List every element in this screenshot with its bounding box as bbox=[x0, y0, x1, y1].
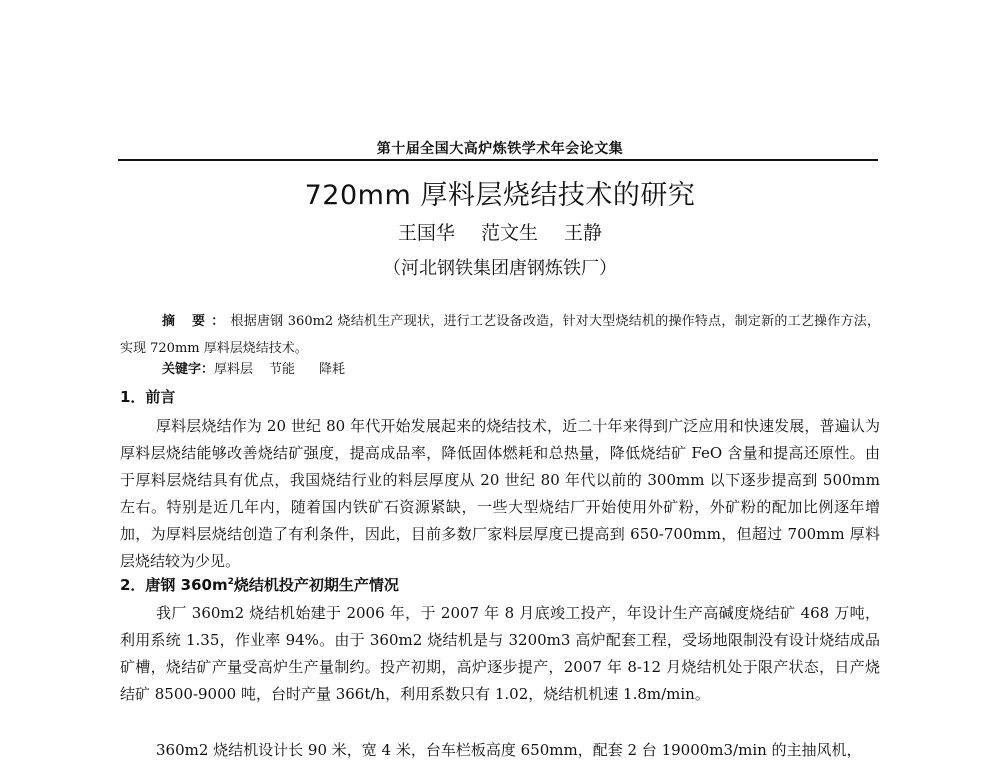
section-heading-2-pre: 2．唐钢 360m bbox=[120, 576, 228, 594]
section-heading-2-sup: 2 bbox=[227, 577, 234, 587]
keywords-label: 关键字： bbox=[162, 362, 215, 377]
section-heading-1: 1．前言 bbox=[120, 388, 176, 406]
abstract-text: 根据唐钢 360m2 烧结机生产现状，进行工艺设备改造，针对大型烧结机的操作特点，制定新的工艺操作方法，实现 720mm 厚料层烧结技术。 bbox=[120, 314, 880, 356]
section-2-paragraph-2: 360m2 烧结机设计长 90 米，宽 4 米，台车栏板高度 650mm，配套 2 台 19000m3/min 的主抽风机， bbox=[156, 741, 862, 759]
header-rule bbox=[118, 159, 878, 161]
author-2: 范文生 bbox=[480, 222, 538, 244]
author-3: 王静 bbox=[564, 222, 603, 244]
section-heading-2 bbox=[120, 575, 399, 595]
keyword-3: 降耗 bbox=[319, 362, 346, 377]
affiliation: （河北钢铁集团唐钢炼铁厂） bbox=[383, 258, 617, 279]
section-1-paragraph-1: 厚料层烧结作为 20 世纪 80 年代开始发展起来的烧结技术，近二十年来得到广泛应用和快速发展，普遍认为厚料层烧结能够改善烧结矿强度，提高成品率，降低固体燃耗和总热量，降低烧结矿 FeO 含量和提高还原性。由于厚料层烧结具有优点，我国烧结行业的料层厚度从 20 世纪 80 年代以前的 300mm 以下逐步提高到 500mm 左右。特别是近几年内，随着国内铁矿石资源紧缺，一些大型烧结厂开始使用外矿粉，外矿粉的配加比例逐年增加，为厚料层烧结创造了有利条件，因此，目前多数厂家料层厚度已提高到 650-700mm，但超过 700mm 厚料层烧结较为少见。 bbox=[120, 417, 880, 570]
section-2-paragraph-1: 我厂 360m2 烧结机始建于 2006 年，于 2007 年 8 月底竣工投产，年设计生产高碱度烧结矿 468 万吨，利用系统 1.35，作业率 94%。由于 360m2 烧结机是与 3200m3 高炉配套工程，受场地限制没有设计烧结成品矿槽，烧结矿产量受高炉生产量制约。投产初期，高炉逐步提产，2007 年 8-12 月烧结机处于限产状态，日产烧结矿 8500-9000 吨，台时产量 366t/h，利用系数只有 1.02，烧结机机速 1.8m/min。 bbox=[120, 604, 880, 703]
paper-title: 720mm 厚料层烧结技术的研究 bbox=[304, 180, 696, 211]
abstract-label: 摘 要： bbox=[162, 314, 231, 329]
keywords bbox=[120, 360, 880, 380]
abstract bbox=[120, 308, 880, 362]
section-heading-2-post: 烧结机投产初期生产情况 bbox=[233, 576, 399, 594]
author-list bbox=[0, 218, 1000, 245]
keyword-1: 厚料层 bbox=[214, 362, 254, 377]
keyword-2: 节能 bbox=[269, 362, 296, 377]
running-header: 第十届全国大高炉炼铁学术年会论文集 bbox=[376, 141, 624, 157]
author-1: 王国华 bbox=[397, 222, 455, 244]
